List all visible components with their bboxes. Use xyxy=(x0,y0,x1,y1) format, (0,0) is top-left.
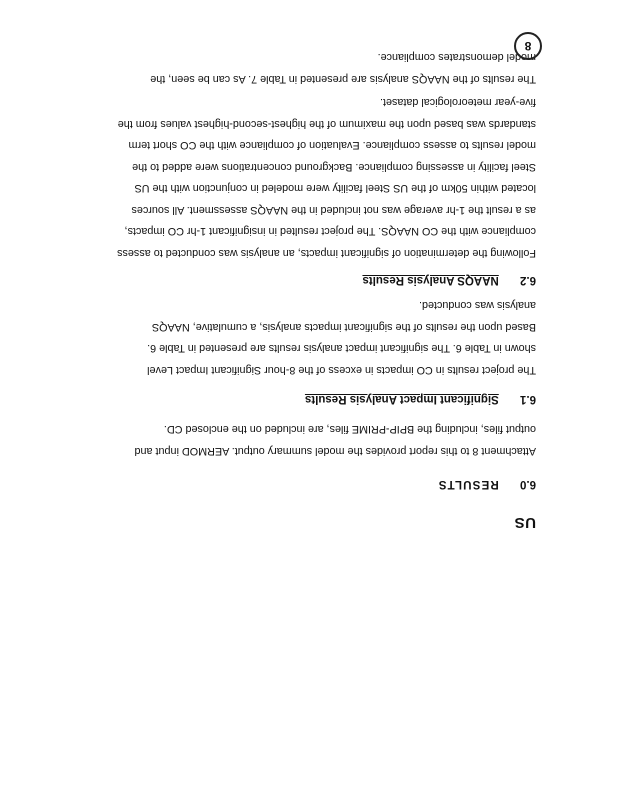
section-heading-significant-impact xyxy=(305,393,536,405)
paragraph-line: Based upon the results of the significant impacts analysis, a cumulative, NAAQS xyxy=(151,321,536,333)
paragraph-line: Steel facility in assessing compliance. Background concentrations were added to the xyxy=(132,161,536,173)
significant-impact-paragraph xyxy=(76,294,536,380)
paragraph-line: standards was based upon the maximum of the highest-second-highest values from the xyxy=(117,118,536,130)
page-number-badge: 8 xyxy=(514,32,542,60)
section-title: NAAQS Analysis Results xyxy=(362,274,499,286)
results-paragraph xyxy=(76,418,536,461)
paragraph-line: model results to assess compliance. Evaluation of compliance with the CO short term xyxy=(128,139,536,152)
paragraph-line: located within 50km of the US Steel facility were modeled in conjunction with the US xyxy=(134,182,536,195)
paragraph-line: shown in Table 6. The significant impact analysis results are presented in Table 6. xyxy=(147,342,536,355)
naaqs-paragraph xyxy=(76,91,536,263)
naaqs-closing-paragraph xyxy=(76,46,536,89)
paragraph-line: output files, including the BPIP-PRIME files, are included on the enclosed CD. xyxy=(163,423,536,436)
paragraph-line: compliance with the CO NAAQS. The project resulted in insignificant 1-hr CO impacts, xyxy=(124,225,536,238)
paragraph-line: The results of the NAAQS analysis are presented in Table 7. As can be seen, the xyxy=(150,73,536,85)
section-number: 6.1 xyxy=(520,393,536,405)
paragraph-line: analysis was conducted. xyxy=(418,299,536,312)
section-heading-naaqs xyxy=(362,274,536,286)
paragraph-line: model demonstrates compliance. xyxy=(377,51,536,64)
paragraph-line: Attachment 8 to this report provides the model summary output. AERMOD input and xyxy=(134,445,536,457)
paragraph-line: five-year meteorological dataset. xyxy=(379,96,536,109)
section-number: 6.0 xyxy=(520,478,536,490)
paragraph-line: The project results in CO impacts in excess of the 8-hour Significant Impact Level xyxy=(147,364,536,376)
section-title: Significant Impact Analysis Results xyxy=(304,393,499,405)
section-heading-results xyxy=(438,478,536,490)
section-number: 6.2 xyxy=(520,274,536,286)
paragraph-line: Following the determination of significant impacts, an analysis was conducted to assess xyxy=(117,247,536,259)
paragraph-line: as a result the 1-hr average was not included in the NAAQS assessment. All sources xyxy=(131,204,536,216)
section-title: RESULTS xyxy=(437,478,499,490)
company-logo: US xyxy=(514,514,536,531)
